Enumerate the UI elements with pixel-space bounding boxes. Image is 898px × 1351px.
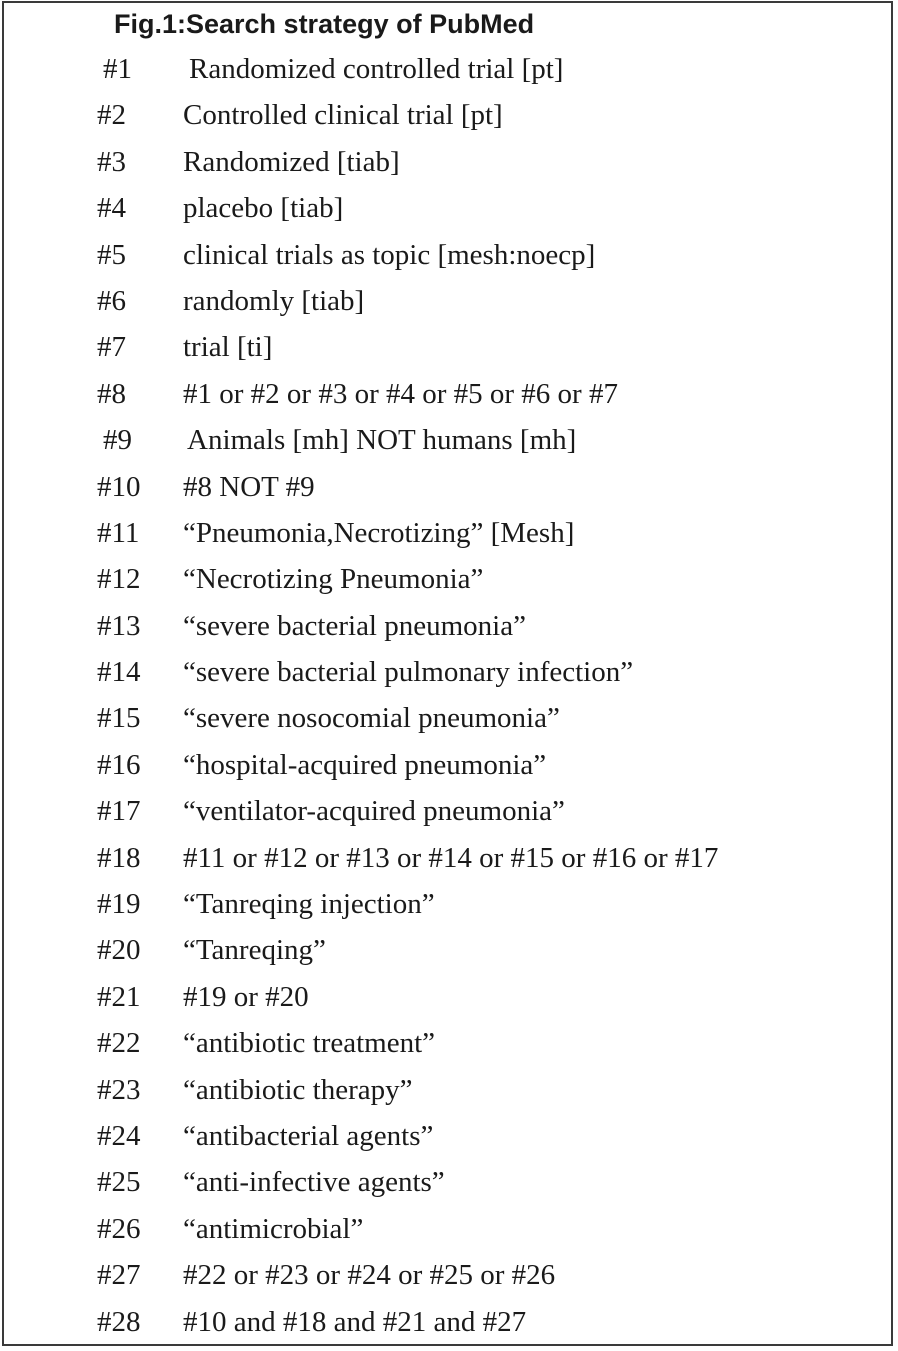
search-query: “severe bacterial pneumonia”: [183, 609, 526, 642]
search-query: “Tanreqing injection”: [183, 888, 435, 921]
search-query: “Tanreqing”: [183, 934, 326, 967]
search-query: “antibiotic therapy”: [183, 1073, 413, 1106]
search-query: “antibiotic treatment”: [183, 1027, 436, 1060]
list-item: [4, 1252, 891, 1298]
search-number: #8: [97, 377, 126, 410]
search-number: #6: [97, 284, 126, 317]
search-query: #8 NOT #9: [183, 470, 315, 503]
search-number: #24: [97, 1119, 141, 1152]
search-number: #4: [97, 192, 126, 225]
search-query: Animals [mh] NOT humans [mh]: [187, 424, 577, 457]
search-query: “anti-infective agents”: [183, 1166, 445, 1199]
search-number: #21: [97, 980, 141, 1013]
search-query: placebo [tiab]: [183, 192, 344, 225]
list-item: [4, 185, 891, 231]
search-number: #18: [97, 841, 141, 874]
search-query: #1 or #2 or #3 or #4 or #5 or #6 or #7: [183, 377, 618, 410]
search-query: “severe nosocomial pneumonia”: [183, 702, 560, 735]
search-number: #3: [97, 145, 126, 178]
list-item: [4, 464, 891, 510]
search-number: #15: [97, 702, 141, 735]
search-query: clinical trials as topic [mesh:noecp]: [183, 238, 596, 271]
search-query: Randomized controlled trial [pt]: [189, 53, 564, 85]
search-number: #7: [97, 331, 126, 364]
list-item: [4, 371, 891, 417]
search-query: Randomized [tiab]: [183, 145, 400, 178]
search-query: “severe bacterial pulmonary infection”: [183, 656, 634, 689]
search-number: #28: [97, 1305, 141, 1338]
search-number: #25: [97, 1166, 141, 1199]
search-number: #13: [97, 609, 141, 642]
search-query: “Necrotizing Pneumonia”: [183, 563, 484, 596]
search-number: #17: [97, 795, 141, 828]
search-query: #19 or #20: [183, 980, 309, 1013]
search-query: randomly [tiab]: [183, 284, 365, 317]
search-query: “antibacterial agents”: [183, 1119, 434, 1152]
list-item: [4, 788, 891, 834]
search-strategy-list: [4, 46, 891, 1345]
list-item: [4, 139, 891, 185]
search-number: #5: [97, 238, 126, 271]
list-item: [4, 324, 891, 370]
search-number: #14: [97, 656, 141, 689]
list-item: [4, 1159, 891, 1205]
list-item: [4, 278, 891, 324]
search-number: #11: [97, 516, 140, 549]
list-item: [4, 974, 891, 1020]
figure-title: Fig.1:Search strategy of PubMed: [114, 9, 535, 39]
list-item: [4, 1206, 891, 1252]
search-query: Controlled clinical trial [pt]: [183, 99, 503, 132]
search-number: #26: [97, 1212, 141, 1245]
search-number: #23: [97, 1073, 141, 1106]
list-item: [4, 695, 891, 741]
search-query: “ventilator-acquired pneumonia”: [183, 795, 565, 828]
list-item: [4, 417, 891, 463]
search-number: #22: [97, 1027, 141, 1060]
search-query: #11 or #12 or #13 or #14 or #15 or #16 or #17: [183, 841, 719, 874]
search-query: #22 or #23 or #24 or #25 or #26: [183, 1259, 556, 1292]
search-number: #20: [97, 934, 141, 967]
list-item: [4, 1113, 891, 1159]
search-query: “Pneumonia,Necrotizing” [Mesh]: [183, 516, 575, 549]
search-number: #2: [97, 99, 126, 132]
list-item: [4, 510, 891, 556]
list-item: [4, 603, 891, 649]
search-number: #9: [103, 424, 132, 457]
list-item: [4, 927, 891, 973]
search-number: #10: [97, 470, 141, 503]
search-number: #12: [97, 563, 141, 596]
search-number: #1: [103, 53, 132, 85]
search-query: “hospital-acquired pneumonia”: [183, 748, 547, 781]
search-number: #19: [97, 888, 141, 921]
search-number: #16: [97, 748, 141, 781]
list-item: [4, 835, 891, 881]
search-query: #10 and #18 and #21 and #27: [183, 1305, 527, 1338]
figure-frame: [2, 1, 893, 1346]
search-query: trial [ti]: [183, 331, 273, 364]
list-item: [4, 1067, 891, 1113]
search-query: “antimicrobial”: [183, 1212, 364, 1245]
search-number: #27: [97, 1259, 141, 1292]
list-item: [4, 1299, 891, 1345]
list-item: [4, 92, 891, 138]
list-item: [4, 1020, 891, 1066]
list-item: [4, 881, 891, 927]
list-item: [4, 649, 891, 695]
list-item: [4, 46, 891, 92]
list-item: [4, 556, 891, 602]
list-item: [4, 232, 891, 278]
list-item: [4, 742, 891, 788]
